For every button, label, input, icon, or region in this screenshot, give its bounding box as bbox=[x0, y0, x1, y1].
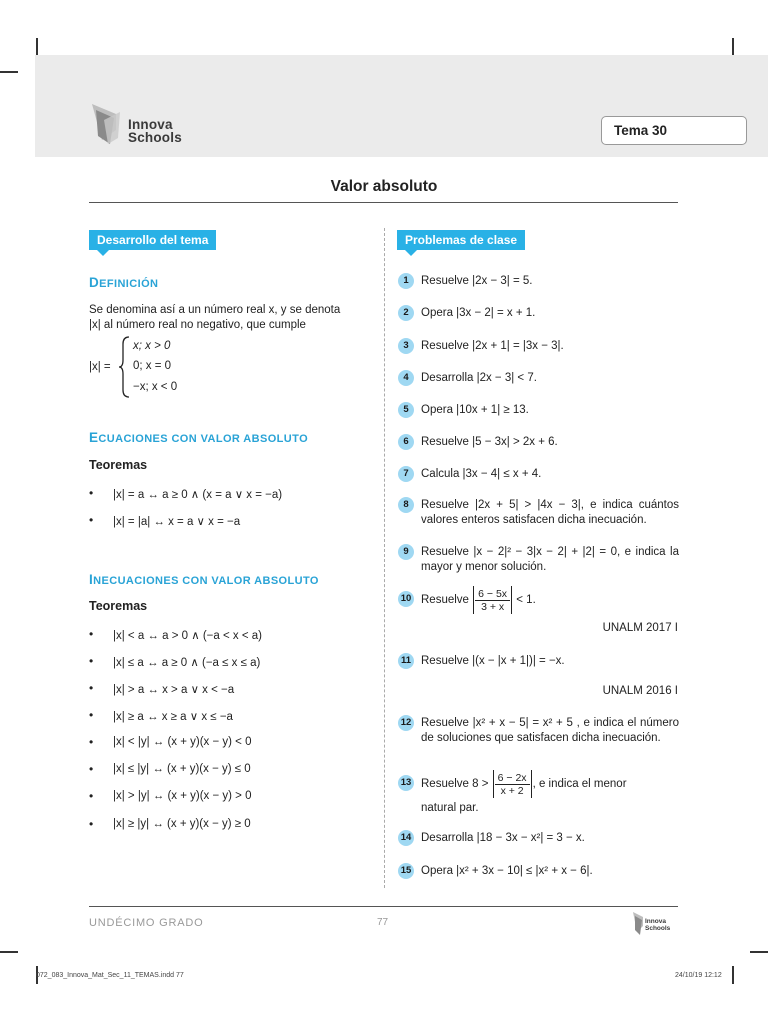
definition-case-1: x; x > 0 bbox=[133, 340, 171, 352]
footer-grade: UNDÉCIMO GRADO bbox=[89, 917, 204, 929]
crop-mark bbox=[0, 71, 18, 73]
problem-13-continuation: natural par. bbox=[421, 802, 479, 814]
subheading-teoremas: Teoremas bbox=[89, 599, 148, 613]
logo-text: Innova Schools bbox=[128, 117, 182, 145]
source-unalm-2016: UNALM 2016 I bbox=[602, 685, 678, 697]
crop-mark bbox=[732, 38, 734, 56]
subheading-teoremas: Teoremas bbox=[89, 458, 148, 472]
column-divider bbox=[384, 228, 385, 888]
slug-date: 24/10/19 12:12 bbox=[675, 972, 722, 979]
crop-mark bbox=[36, 38, 38, 56]
heading-definicion: DEFINICIÓN bbox=[89, 275, 159, 290]
slug-file: 072_083_Innova_Mat_Sec_11_TEMAS.indd 77 bbox=[36, 972, 184, 979]
definition-case-3: −x; x < 0 bbox=[133, 381, 178, 393]
page-number: 77 bbox=[377, 917, 389, 928]
footer-logo-text: Innova Schools bbox=[645, 918, 671, 932]
definition-lhs: |x| = bbox=[89, 361, 111, 373]
section-tag-desarrollo: Desarrollo del tema bbox=[89, 230, 216, 250]
definition-text: Se denomina así a un número real x, y se denota |x| al número real no negativo, que cumple bbox=[89, 304, 341, 331]
definition-case-2: 0; x = 0 bbox=[133, 360, 172, 372]
footer-rule bbox=[89, 906, 678, 907]
heading-inecuaciones: INECUACIONES CON VALOR ABSOLUTO bbox=[89, 572, 319, 587]
tema-badge: Tema 30 bbox=[601, 116, 747, 145]
heading-ecuaciones: ECUACIONES CON VALOR ABSOLUTO bbox=[89, 430, 309, 445]
source-unalm-2017: UNALM 2017 I bbox=[602, 622, 678, 634]
crop-mark bbox=[732, 966, 734, 984]
crop-mark bbox=[0, 951, 18, 953]
page-title: Valor absoluto bbox=[330, 178, 438, 195]
section-tag-problemas: Problemas de clase bbox=[397, 230, 525, 250]
brace-icon bbox=[118, 336, 130, 398]
title-rule bbox=[89, 202, 678, 203]
crop-mark bbox=[750, 951, 768, 953]
